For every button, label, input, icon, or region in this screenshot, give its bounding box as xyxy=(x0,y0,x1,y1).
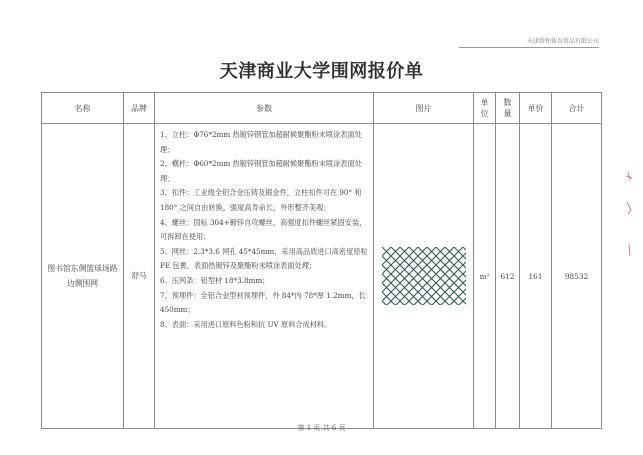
header-brand: 品牌 xyxy=(124,93,155,124)
param-6: 6、压网条：铝型材 18*3.8mm； xyxy=(160,275,270,285)
header-unit xyxy=(474,93,496,124)
param-8: 8、表面：采用进口原料色粉和抗 UV 原料合成材料。 xyxy=(160,319,332,329)
company-name: 天津舒和体育用品有限公司 xyxy=(459,36,599,48)
item-qty: 612 xyxy=(496,124,520,429)
header-image: 图片 xyxy=(374,93,474,124)
param-3: 3、扣件：工业级全铝合金压铸及锻金件，立柱扣件可在 90° 和 180° 之间自由转换，强度高寿命长，外形整齐美观； xyxy=(160,188,362,212)
header-qty-1: 数 xyxy=(503,98,512,107)
header-name: 名称 xyxy=(42,93,124,124)
chain-link-mesh-image xyxy=(382,247,466,305)
item-params xyxy=(155,124,374,429)
item-brand: 舒马 xyxy=(124,124,155,429)
header-qty xyxy=(496,93,520,124)
header-price: 单价 xyxy=(520,93,552,124)
param-5: 5、网丝：2.3*3.6 网孔 45*45mm，采用高品质进口高密度原粒 PE 包裹，表面热镀锌及聚酯粉末喷涂表面处理； xyxy=(160,246,368,271)
pen-mark-decoration xyxy=(622,170,640,260)
header-total: 合计 xyxy=(552,93,602,124)
param-4: 4、螺丝：国标 304+镀锌自攻螺丝，高强度扣件螺丝紧固安装，可拆卸在使用； xyxy=(160,217,367,242)
item-name: 图书馆东侧篮球场路边侧围网 xyxy=(42,124,124,429)
param-1: 1、立柱：Φ76*2mm 热镀锌钢管加超耐候聚酯粉末喷涂表面处理； xyxy=(160,130,362,154)
header-row xyxy=(42,93,602,124)
header-unit-2: 位 xyxy=(480,109,489,118)
item-image xyxy=(374,124,474,429)
param-2: 2、横杆：Φ60*2mm 热镀锌钢管加超耐候聚酯粉末喷涂表面处理； xyxy=(160,159,362,183)
page-footer: 第 1 页 共 6 页 xyxy=(297,424,346,432)
header-params: 参数 xyxy=(155,93,374,124)
quote-table xyxy=(41,92,602,429)
param-7: 7、预埋件：全铝合金型材预埋件，外 84*内 78*厚 1.2mm，长 450mm； xyxy=(160,290,366,315)
item-price: 161 xyxy=(520,124,552,429)
header-unit-1: 单 xyxy=(480,98,489,107)
page-title: 天津商业大学围网报价单 xyxy=(219,61,424,82)
item-unit: m² xyxy=(474,124,496,429)
table-row xyxy=(42,124,602,429)
item-total: 98532 xyxy=(552,124,602,429)
header-qty-2: 量 xyxy=(503,109,512,118)
